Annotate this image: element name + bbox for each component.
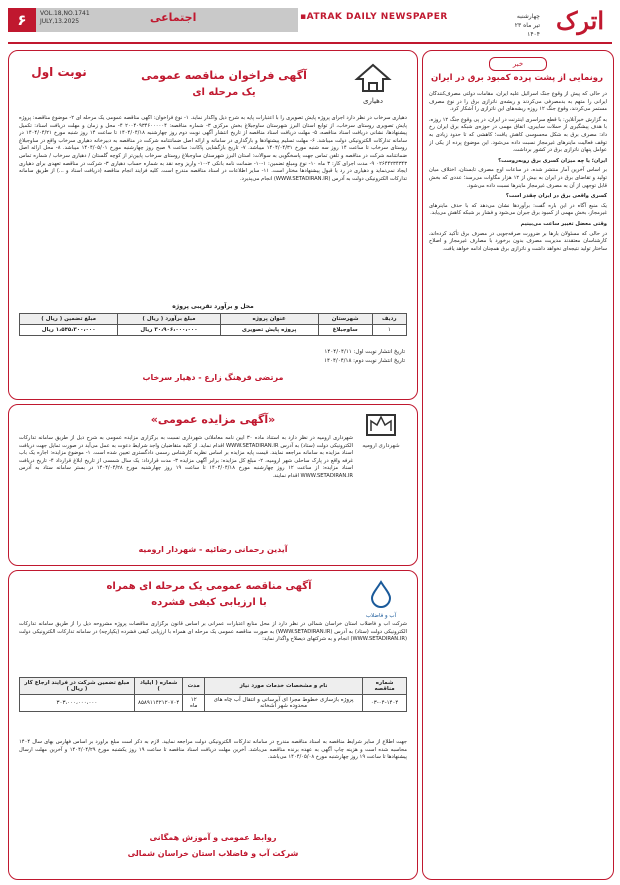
ad1-title-2: یک مرحله ای (192, 87, 256, 98)
table-cell: ۱،۵۴۵،۳۰۰،۰۰۰ ریال (20, 325, 118, 336)
section-title: اجتماعی (150, 11, 197, 24)
village-logo-icon (353, 63, 393, 93)
article-kicker-text: خبر (512, 60, 524, 68)
article-kicker (489, 57, 547, 71)
table-cell: ۸۵۸۹۱۱۴۲۱۲۰۷۰۴ (134, 695, 183, 712)
ad2-signature: آیدین رحمانی رضائیه - شهردار ارومیه (138, 545, 288, 554)
urmia-municipality-logo-icon (363, 411, 399, 439)
date-en: JULY,13.2025 (40, 18, 80, 25)
ad3-body: شرکت آب و فاضلاب استان خراسان شمالی در نظر دارد از محل منابع اعتبارات عمرانی بر اساس قانون برگزاری مناقصات پروژه مشروحه ذیل را از طریق سامانه تدارکات الکترونیکی دولت (ستاد) به آدرس (WWW.SETADIRAN.IR) به صورت مناقصه عمومی یک مرحله ای همراه با ارزیابی کیفی فشرده (یکپارچه) در سامانه تدارکات الکترونیکی دولت (WWW.SETADIRAN.IR) انجام و به شرکتهای ذیصلاح واگذار نماید: (19, 621, 407, 643)
volume-info (40, 10, 90, 26)
table-cell: ۳۰،۹۰۶،۰۰۰،۰۰۰ ریال (118, 325, 220, 336)
article-subheading: کسری واقعی برق در ایران چقدر است؟ (505, 193, 607, 200)
ad3-org-name: آب و فاضلاب (365, 613, 397, 619)
table-cell: ۱ (372, 325, 406, 336)
table-cell: ۱۲ ماه (183, 695, 204, 712)
table-header: مبلغ تضمین شرکت در فرایند ارجاع کار ( ریال ) (20, 678, 135, 695)
date-fa (500, 12, 540, 39)
table-header: عنوان پروژه (220, 314, 318, 325)
table-cell: پروژه بازسازی خطوط مجرا ای آبرسانی و انتقال آب چاه های محدوده شهر آشخانه (204, 695, 362, 712)
table-header: ردیف (372, 314, 406, 325)
table-cell: ساوجبلاغ (318, 325, 372, 336)
paper-name: ▪ATRAK DAILY NEWSPAPER (300, 12, 448, 22)
ad1-date-2: تاریخ انتشار نوبت دوم: ۱۴۰۴/۰۴/۱۸ (324, 358, 405, 364)
article-paragraph: به گزارش خبرآنلاین: با قطع سراسری اینترنت در ایران، در پی وقوع جنگ ۱۲ روزه، با هدف پیشگیری از حملات سایبری، اتفاق مهمی در حوزه‌ی شبکه برق ایران رخ داد: مصرف برق به شکل محسوسی کاهش یافت؛ کاهشی که تا حدود زیادی به توقف فعالیت ماینرهای غیرمجاز نسبت داده می‌شود. این موضوع پرده از یکی از عوامل پنهان ناترازی برق در کشور برداشت. (429, 116, 607, 154)
article-subheading: ایران؛ یا چه میزان کسری برق روبه‌روست؟ (498, 157, 607, 164)
article-paragraph: در حالی که مسئولان بارها بر ضرورت صرفه‌جویی در مصرف برق تأکید کرده‌اند، کارشناسان معتقدند مدیریت مصرف بدون برخورد با مصارف غیرمجاز و اصلاح ساختار تولید نتیجه‌ای نخواهد داشت و ناترازی برق همچنان ادامه خواهد یافت. (429, 230, 607, 252)
table-header: مبلغ تضمین ( ریال ) (20, 314, 118, 325)
table-header: شماره مناقصه (363, 678, 407, 695)
ad1-signature: مرتضی فرهنگ زارع - دهیار سرخاب (142, 373, 284, 382)
table-header-row (20, 314, 407, 325)
article-subheading: وقتی معضل تغییر ساعت می‌بینیم (520, 220, 607, 227)
ad3-sign-1: روابط عمومی و آموزش همگانی (149, 833, 277, 842)
article-paragraph: بر اساس آخرین آمار منتشر شده، در ساعات اوج مصرف تابستان، اختلاف میان تولید و تقاضای برق در ایران به بیش از ۱۲ هزار مگاوات می‌رسد؛ عددی که بخش قابل توجهی از آن به مصرف غیرمجاز ماینرها نسبت داده می‌شود. (429, 167, 607, 189)
table-header: مدت (183, 678, 204, 695)
ad3-org-logo (355, 579, 407, 623)
volume-number: VOL.18,NO.1741 (40, 10, 90, 17)
table-header: شهرستان (318, 314, 372, 325)
table-cell: ۳۰۳،۰۰۰،۰۰۰،۰۰۰ (20, 695, 135, 712)
table-header: شماره ( ایلیاد ) (134, 678, 183, 695)
tender-ad-2 (8, 570, 418, 880)
water-drop-logo-icon (366, 579, 396, 609)
ad1-table-caption: محل و برآورد تقریبی پروژه (172, 303, 254, 310)
ad2-org-logo (355, 411, 407, 455)
date-fa-date: ۲۳ تیر ماه ۱۴۰۴ (514, 22, 540, 38)
newspaper-logo: اترک (555, 6, 605, 35)
ad1-table (19, 313, 407, 336)
ad3-note: جهت اطلاع از سایر شرایط مناقصه به اسناد مناقصه مندرج در سامانه تدارکات الکترونیکی دولت مراجعه نمایید. لازم به ذکر است مبلغ برآورد بر اساس فهارس بهای سال ۱۴۰۴ محاسبه شده است و هزینه چاپ آگهی به عهده برنده مناقصه می‌باشد. آخرین مهلت دریافت اسناد مناقصه تا ساعت ۱۹ روز یکشنبه مورخ ۱۴۰۴/۰۴/۲۹ و آخرین مهلت ارسال پیشنهادها تا ساعت ۱۹ روز چهارشنبه مورخ ۱۴۰۴/۰۵/۰۸ می‌باشد. (19, 739, 407, 761)
table-row (20, 325, 407, 336)
table-header: مبلغ برآورد ( ریال ) (118, 314, 220, 325)
table-header-row (20, 678, 407, 695)
ad2-title: «آگهی مزایده عمومی» (150, 413, 276, 426)
ad1-org-logo (345, 63, 401, 109)
ad1-badge: نوبت اول (31, 65, 87, 79)
news-article (422, 50, 614, 880)
ad3-table (19, 677, 407, 712)
ad3-title-1: آگهی مناقصه عمومی یک مرحله ای همراه (106, 581, 312, 592)
ad1-title-1: آگهی فراخوان مناقصه عمومی (141, 69, 307, 82)
ad2-org-name: شهرداری ارومیه (362, 443, 400, 449)
table-cell: ۰۳-۰۴-۱۴۰۴ (363, 695, 407, 712)
article-body (429, 91, 607, 873)
ad3-sign-2: شرکت آب و فاضلاب استان خراسان شمالی (127, 849, 299, 858)
date-fa-day: چهارشنبه (516, 13, 540, 20)
article-paragraph: یک منبع آگاه در این باره گفت: برآوردها نشان می‌دهد که با حذف ماینرهای غیرمجاز، بخش مهمی از کمبود برق جبران می‌شود و فشار بر شبکه کاهش می‌یابد. (429, 202, 607, 217)
article-title: رونمایی از پشت پرده کمبود برق در ایران (431, 73, 603, 83)
paper-name-text: ATRAK DAILY NEWSPAPER (306, 12, 448, 22)
table-header: نام و مشخصات خدمات مورد نیاز (204, 678, 362, 695)
ad1-date-1: تاریخ انتشار نوبت اول: ۱۴۰۴/۰۴/۱۱ (324, 349, 405, 355)
table-row (20, 695, 407, 712)
ad2-body: شهرداری ارومیه در نظر دارد به استناد ماده ۳۰ آیین نامه معاملاتی شهرداری نسبت به برگزاری مزایده عمومی به شرح ذیل از طریق سامانه تدارکات الکترونیکی دولت (ستاد) به آدرس WWW.SETADIRAN.IR اقدام نماید. از کلیه متقاضیان واجد شرایط دعوت به عمل می‌آید در صورت تمایل جهت دریافت اسناد مزایده به سامانه مراجعه نمایند. قیمت پایه مزایده بر اساس نظریه کارشناس رسمی دادگستری تعیین شده است. ۱- موضوع مزایده: اجاره یک باب غرفه واقع در پارک ساحلی شهر ارومیه، ۲- مبلغ کل مزایده: برابر آگهی مزایده ۳- مدت قرارداد: یک سال شمسی از تاریخ ابلاغ قرارداد ۴- تاریخ دریافت اسناد مزایده: از ساعت ۱۲ روز چهارشنبه مورخ ۱۴۰۴/۰۴/۱۸ تا ساعت ۱۹ روز چهارشنبه مورخ ۱۴۰۴/۰۴/۲۸ در بستر سامانه ستاد به آدرس WWW.SETADIRAN.IR اقدام نمایند. (19, 435, 353, 479)
auction-ad (8, 404, 418, 566)
ad1-body: دهیاری سرخاب در نظر دارد اجرای پروژه پایش تصویری را با اعتبارات پایه به شرح ذیل واگذار نماید. ۱- نوع فراخوان: آگهی مناقصه عمومی یک مرحله ای ۲- موضوع مناقصه: پروژه پایش تصویری روستای سرخاب، از توابع استان البرز شهرستان ساوجبلاغ بخش مرکزی ۳- شماره مناقصه: ۲۰۰۴۰۹۳۴۶۰۰۰۰۰۴ ۴- محل و زمان و مهلت دریافت اسناد: تکمیل پیشنهادها، نشانی دریافت اسناد مناقصه، ۵- مهلت دریافت اسناد مناقصه از تاریخ انتشار آگهی نوبت دوم روز چهارشنبه ۱۴۰۴/۰۴/۱۸ تا ساعت ۱۴ روز شنبه مورخ ۱۴۰۴/۰۴/۲۱ در سامانه تدارکات الکترونیکی دولت میباشد. ۶- مهلت تسلیم پیشنهادها و بارگذاری در سامانه و ارائه اصل ضمانتنامه شرکت در مناقصه به دبیرخانه دهیاری سرخاب واقع در ساوجبلاغ روستای سرخاب تا ساعت ۱۴ روز سه شنبه مورخ ۱۴۰۴/۰۴/۳۱ میباشد. ۷- تاریخ بازگشایی پاکات: ساعت ۹ صبح روز چهارشنبه مورخ ۱۴۰۴/۰۵/۰۱ میباشد. ۸- محل ارائه اصل ضمانتنامه شرکت در مناقصه و تلفن تماس جهت پاسخگویی به سوالات: استان البرز شهرستان ساوجبلاغ روستای سرخاب پایین‌تر از کوچه گلستان / دهیاری سرخاب / شماره تماس ۰۲۶۴۴۲۳۴۳۴۳ ۹- مدت اجرای کار: ۳ ماه ۱۰- نوع ومبلغ تضمین: ۱-۱۰- ضمانت نامه بانکی ۲-۱۰- واریز وجه نقد به شماره حساب دهیاری ۳- شرکت در مناقصه تعهدی برای دهیاری ایجاد نمی‌نماید و دهیاری در رد یا قبول پیشنهادها مختار است. ۱۱- سایر اطلاعات در اسناد مناقصه مندرج است. کلیه فرایند انجام مناقصه (دریافت اسناد و ...) از طریق سامانه تدارکات الکترونیکی دولت به آدرس (WWW.SETADIRAN.IR) انجام می‌پذیرد. (19, 115, 407, 182)
tender-ad-1 (8, 50, 418, 400)
table-cell: پروژه پایش تصویری (220, 325, 318, 336)
header-divider (8, 42, 612, 44)
ad3-title-2: با ارزیابی کیفی فشرده (151, 597, 267, 608)
article-paragraph: در حالی که پیش از وقوع جنگ اسرائیل علیه ایران، مقامات دولتی مصرف‌کنندگان ایرانی را متهم به بدمصرفی می‌کردند و ریشه‌ی ناترازی برق را در نوع مصرف مستمر می‌کردند، وقوع جنگ ۱۲ روزه ریشه‌های این ناترازی را آشکار کرد. (429, 91, 607, 113)
ad1-org-name: دهیاری (363, 97, 383, 105)
page-number: ۶ (8, 8, 36, 32)
